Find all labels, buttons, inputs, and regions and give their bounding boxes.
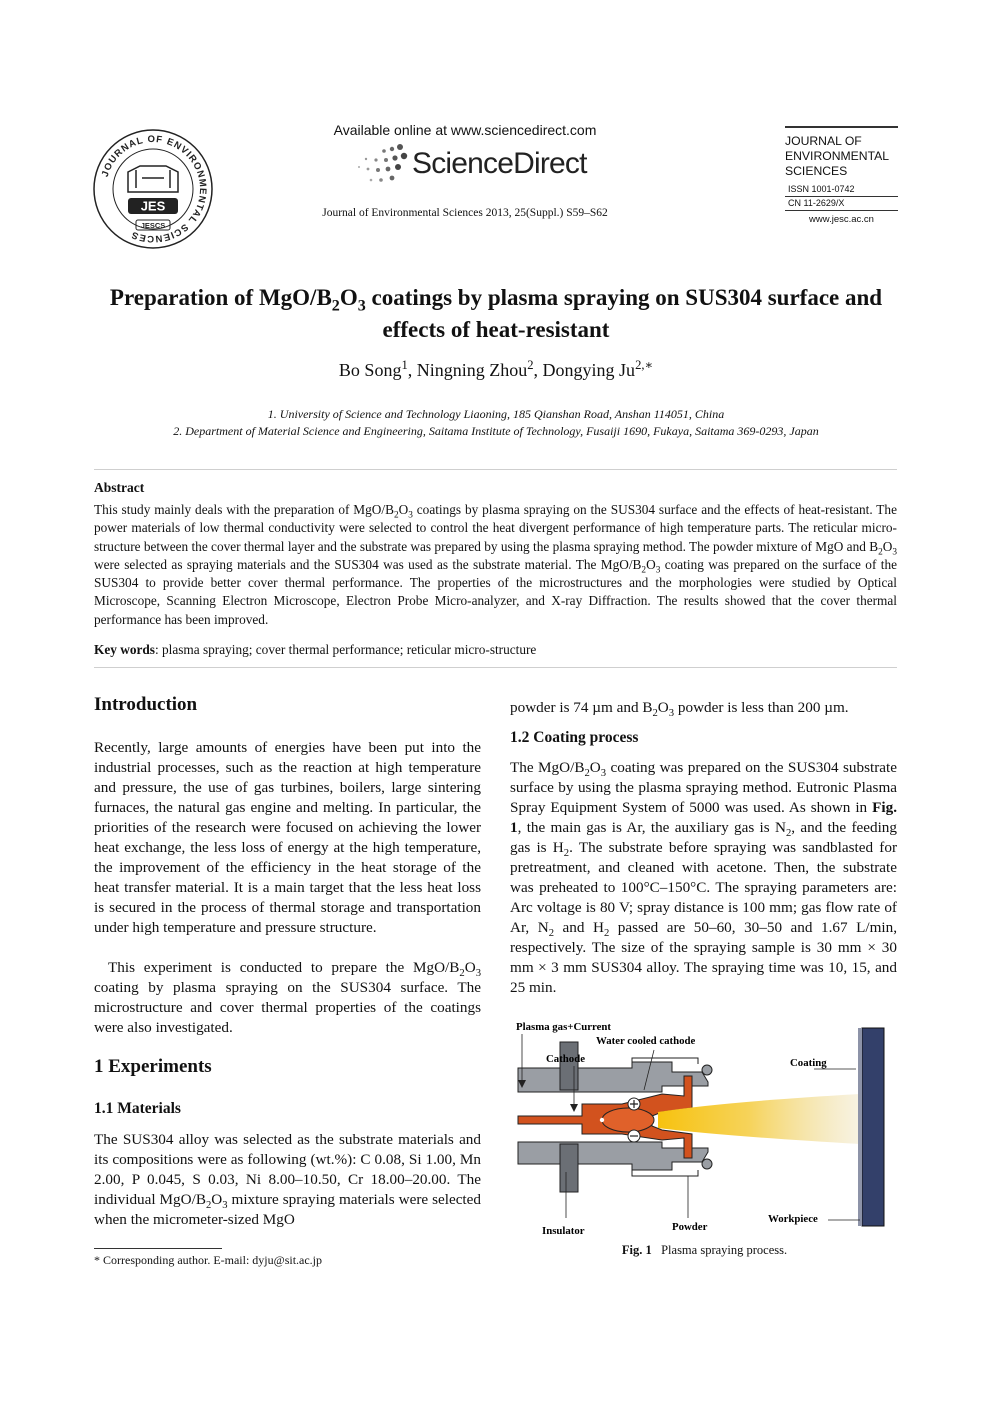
abstract-heading: Abstract xyxy=(94,480,145,495)
subsection-heading-materials: 1.1 Materials xyxy=(94,1100,181,1117)
journal-url: www.jesc.ac.cn xyxy=(809,214,874,225)
available-online-text: Available online at www.sciencedirect.com xyxy=(333,122,597,138)
sciencedirect-name: ScienceDirect xyxy=(412,147,587,180)
label-insulator: Insulator xyxy=(542,1225,585,1237)
logo-ring-text: JOURNAL OF ENVIRONMENTAL SCIENCES xyxy=(99,133,209,245)
journal-issn: ISSN 1001-0742 xyxy=(788,184,855,194)
footnote-rule xyxy=(94,1248,222,1249)
sciencedirect-logo xyxy=(354,143,587,185)
journal-logo xyxy=(92,128,214,250)
label-powder: Powder xyxy=(672,1221,708,1233)
keywords: Key words: plasma spraying; cover thermal performance; reticular micro-structure xyxy=(94,642,537,657)
corresponding-author-footnote: * Corresponding author. E-mail: dyju@sit.ac.jp xyxy=(94,1253,323,1267)
divider xyxy=(94,667,897,668)
workpiece-block xyxy=(862,1028,884,1226)
sciencedirect-dots-icon xyxy=(354,143,410,185)
coating-paragraph: The MgO/$B_2O_3$ coating was prepared on the SUS304 substrate surface by using the plasma spraying method. Eutronic Plasma Spray Equipment System of 5000 was used. As shown in Fig. 1, the main gas is Ar, the auxiliary gas is $N_2$, and the feeding gas is $H_2$. The substrate before spraying was sandblasted for pretreatment, and cleaned with acetone. Then, the substrate was preheated to 100°C–150°C. The spraying parameters are: Arc voltage is 80 V; spray distance is 100 mm; gas flow rate of Ar, $N_2$ and $H_2$ passed are 50–60, 30–50 and 1.67 L/min, respectively. The size of the spraying sample is 30 mm × 30 mm × 3 mm SUS304 alloy. The spraying time was 10, 15, and 25 min. xyxy=(510,759,898,996)
journal-citation: Journal of Environmental Sciences 2013, 25(Suppl.) S59–S62 xyxy=(322,207,608,219)
journal-name: JOURNAL OF ENVIRONMENTAL SCIENCES xyxy=(785,134,890,178)
lower-electrode xyxy=(518,1142,708,1170)
divider xyxy=(94,469,897,470)
author-list: Bo Song$^1$, Ningning Zhou$^2$, Dongying $Ju^{2,∗}$ xyxy=(338,358,654,380)
label-plasma-gas: Plasma gas+Current xyxy=(516,1021,612,1033)
label-workpiece: Workpiece xyxy=(768,1213,818,1225)
label-water-cooled-cathode: Water cooled cathode xyxy=(596,1035,696,1047)
author-name: Bo Song xyxy=(338,360,402,380)
author-name: Dongying Ju xyxy=(542,360,636,380)
figure-caption: Fig. 1 Plasma spraying process. xyxy=(621,1243,788,1257)
label-coating: Coating xyxy=(790,1057,827,1069)
affiliation: 1. University of Science and Technology Liaoning, 185 Qianshan Road, Anshan 114051, China xyxy=(267,407,725,421)
affiliation: 2. Department of Material Science and Engineering, Saitama Institute of Technology, Fusaiji 1690, Fukaya, Saitama 369-0293, Japan xyxy=(173,424,819,438)
logo-center-text: JES xyxy=(140,198,166,214)
intro-paragraph: Recently, large amounts of energies have been put into the industrial processes, such as the reaction at high temperature and pressure, the use of gas turbines, boilers, large sintering furnaces, the natural gas engine and melting. In particular, the priorities of the research were focused on achieving the lower heat exchange, the less loss of energy at the high temperature, the improvement of the efficiency in the heat storage of the heat transfer material. It is a main target that the less heat loss is secured in the process of thermal storage and transportation under high temperature and pressure structure. xyxy=(94,739,481,936)
abstract-body: This study mainly deals with the preparation of MgO/$B_2O_3$ coatings by plasma spraying on the SUS304 surface and the effects of heat-resistant. The power materials of low thermal conductivity were selected to control the heat divergent performance of high temperature parts. The reticular micro-structure between the cover thermal layer and the substrate was prepared by using the plasma spraying method. The powder mixture of MgO and $B_2O_3$ were selected as spraying materials and the SUS304 was used as the substrate material. The MgO/$B_2O_3$ coating was prepared on the surface of the SUS304 to provide better cover thermal performance. The properties of the microstructures and the morphologies were studied by Optical Microscope, Scanning Electron Microscope, Electron Probe Micro-analyzer, and X-ray Diffraction. The results showed that the cover thermal performance has been improved. xyxy=(94,502,897,627)
upper-electrode xyxy=(518,1062,708,1092)
label-cathode: Cathode xyxy=(546,1053,585,1065)
affiliations xyxy=(60,406,932,440)
materials-paragraph-continued: powder is 74 µm and $B_2O_3$ powder is less than 200 µm. xyxy=(510,699,849,720)
article-title: Preparation of MgO/$B_2O_3$ coatings by plasma spraying on SUS304 surface and effects of heat-resistant xyxy=(109,285,883,342)
journal-info-box xyxy=(785,126,898,225)
author-name: Ningning Zhou xyxy=(416,360,528,380)
section-heading-experiments: 1 Experiments xyxy=(94,1056,212,1077)
subsection-heading-coating-process: 1.2 Coating process xyxy=(510,729,639,746)
logo-bottom-text: JESCS xyxy=(140,221,166,230)
materials-paragraph: The SUS304 alloy was selected as the substrate materials and its compositions were as following (wt.%): C 0.08, Si 1.00, Mn 2.00, P 0.045, S 0.03, Ni 8.00–10.50, Cr 18.00–20.00. The individual MgO/$B_2O_3$ mixture spraying materials were selected when the micrometer-sized MgO xyxy=(94,1131,481,1228)
section-heading-introduction: Introduction xyxy=(94,694,198,715)
figure-reference-link[interactable]: Fig. 1 xyxy=(510,799,897,836)
figure-plasma-spraying xyxy=(512,1012,897,1242)
journal-cn: CN 11-2629/X xyxy=(788,198,845,208)
intro-paragraph: This experiment is conducted to prepare the MgO/$B_2O_3$ coating by plasma spraying on the SUS304 surface. The microstructure and cover thermal properties of the coatings were also investigated. xyxy=(94,959,481,1036)
